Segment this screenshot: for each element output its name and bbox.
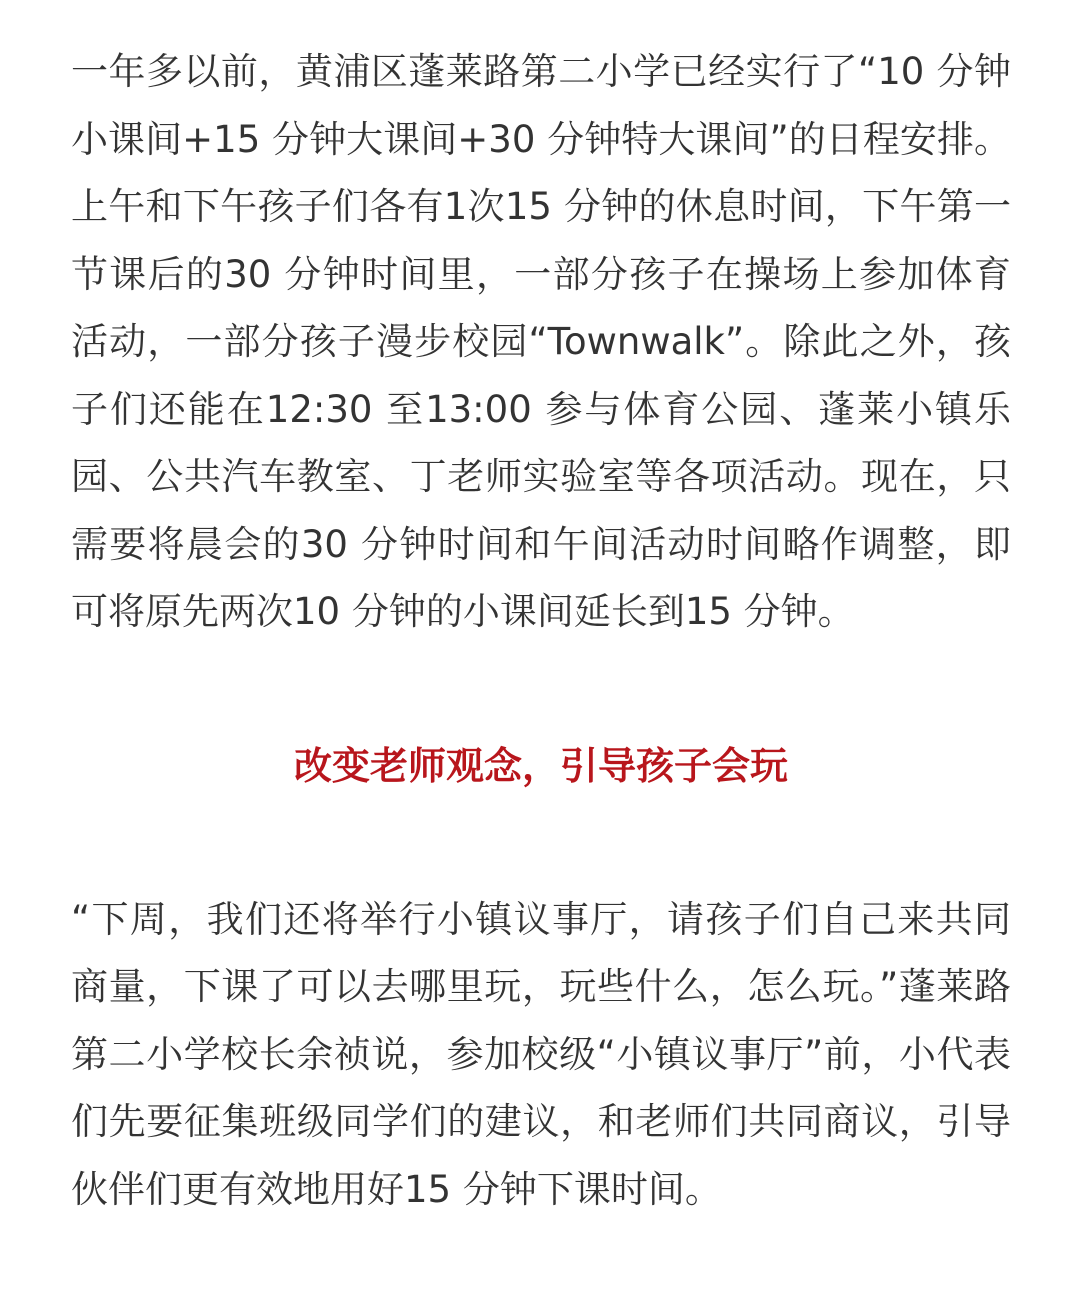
section-heading: 改变老师观念，引导孩子会玩 <box>293 743 788 788</box>
article-paragraph-2: “下周，我们还将举行小镇议事厅，请孩子们自己来共同商量，下课了可以去哪里玩，玩些什么，怎么玩。”蓬莱路第二小学校长余祯说，参加校级“小镇议事厅”前，小代表们先要征集班级同学们的建议，和老师们共同商议，引导伙伴们更有效地用好15 分钟下课时间。 <box>71 897 1011 1211</box>
article-paragraph-1: 一年多以前，黄浦区蓬莱路第二小学已经实行了“10 分钟小课间+15 分钟大课间+30 分钟特大课间”的日程安排。上午和下午孩子们各有1次15 分钟的休息时间，下午第一节课后的30 分钟时间里，一部分孩子在操场上参加体育活动，一部分孩子漫步校园“Townwalk”。除此之外，孩子们还能在12:30 至13:00 参与体育公园、蓬莱小镇乐园、公共汽车教室、丁老师实验室等各项活动。现在，只需要将晨会的30 分钟时间和午间活动时间略作调整，即可将原先两次10 分钟的小课间延长到15 分钟。 <box>71 50 1011 633</box>
article-body <box>71 38 1011 1223</box>
